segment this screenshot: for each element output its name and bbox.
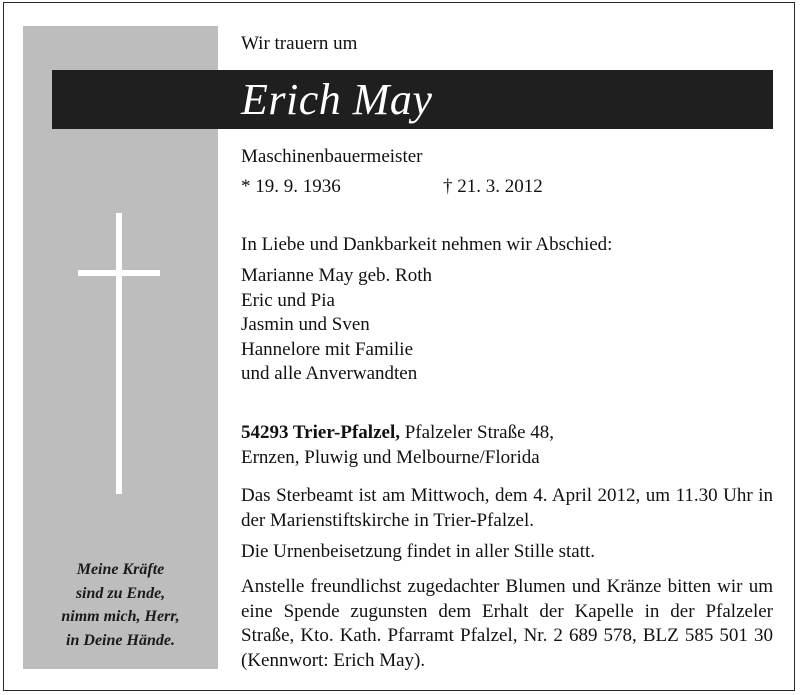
address-city: 54293 Trier-Pfalzel,: [241, 422, 400, 443]
sidebar-quote: [23, 558, 218, 652]
farewell-line: In Liebe und Dankbarkeit nehmen wir Abschied:: [241, 234, 613, 255]
donation-paragraph: Anstelle freundlichst zugedachter Blumen und Kränze bitten wir um eine Spende zugunsten dem Erhalt der Kapelle in der Pfalzeler Straße, Kto. Kath. Pfarramt Pfalzel, Nr. 2 689 578, BLZ 585 501 30 (Kennwort: Erich May).: [241, 576, 773, 671]
quote-line: nimm mich, Herr,: [61, 608, 180, 625]
mourner-item: Eric und Pia: [241, 289, 335, 311]
mourner-item: Jasmin und Sven: [241, 314, 370, 335]
cross-horizontal-bar: [78, 270, 160, 276]
deceased-name: Erich May: [241, 75, 433, 124]
quote-line: in Deine Hände.: [66, 631, 175, 649]
cross-vertical-bar: [116, 213, 122, 494]
profession: Maschinenbauermeister: [241, 146, 423, 167]
quote-line: Meine Kräfte: [76, 561, 165, 578]
requiem-paragraph: Das Sterbeamt ist am Mittwoch, dem 4. April 2012, um 11.30 Uhr in der Marienstiftskirche in Trier-Pfalzel.: [241, 485, 773, 531]
death-date: † 21. 3. 2012: [443, 176, 543, 197]
mourners-list: [241, 264, 432, 387]
intro-line: Wir trauern um: [241, 33, 358, 54]
address-street: Pfalzeler Straße 48,: [399, 422, 555, 443]
address-line: [241, 421, 554, 445]
birth-date: * 19. 9. 1936: [241, 176, 341, 197]
mourner-item: und alle Anverwandten: [241, 363, 418, 384]
places-line: Ernzen, Pluwig und Melbourne/Florida: [241, 447, 540, 468]
quote-line: sind zu Ende,: [75, 584, 166, 602]
mourner-item: Hannelore mit Familie: [241, 338, 414, 360]
urn-paragraph: Die Urnenbeisetzung findet in aller Stille statt.: [241, 541, 596, 562]
mourner-item: Marianne May geb. Roth: [241, 265, 433, 286]
